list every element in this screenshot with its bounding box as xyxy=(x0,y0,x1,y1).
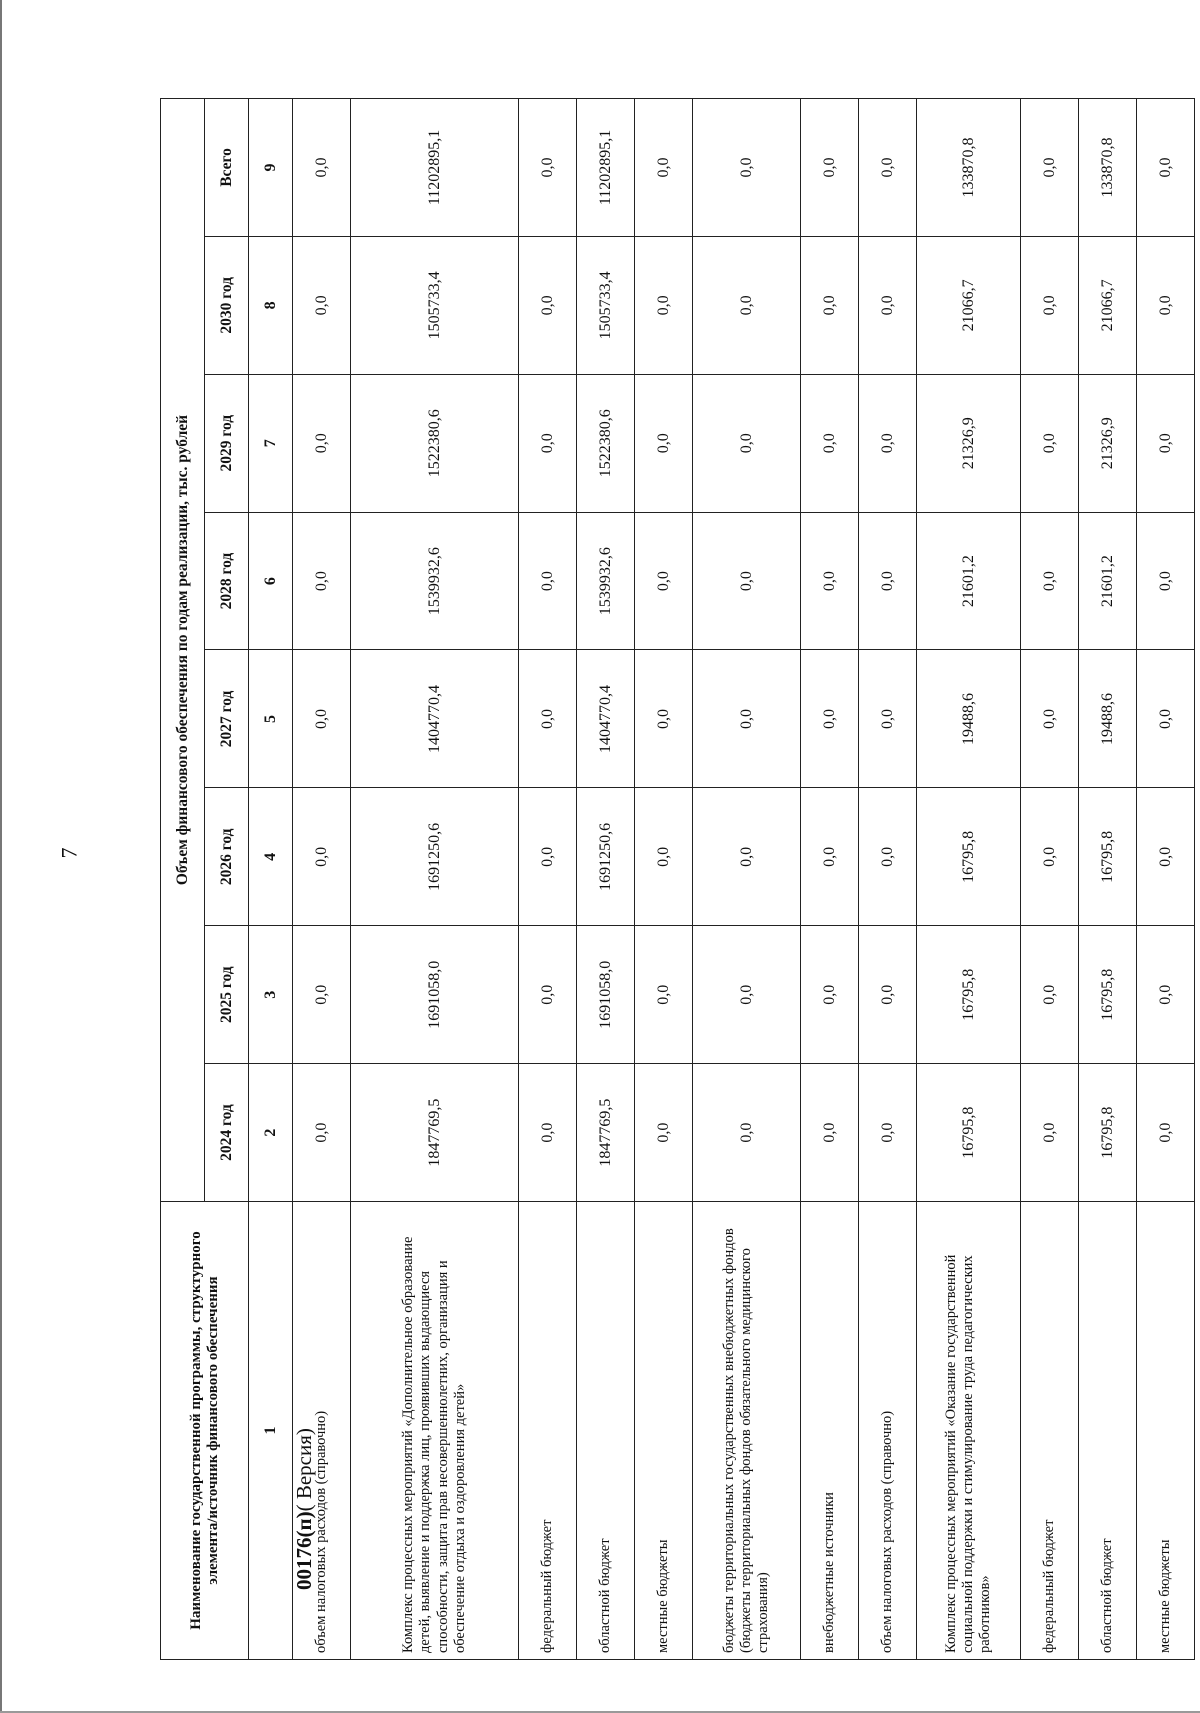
value-cell: 0,0 xyxy=(801,926,859,1064)
value-cell: 0,0 xyxy=(1137,650,1195,788)
column-number: 7 xyxy=(249,374,293,512)
value-cell: 0,0 xyxy=(693,99,801,237)
column-number: 6 xyxy=(249,512,293,650)
value-cell: 1404770,4 xyxy=(351,650,519,788)
table-row xyxy=(1021,99,1079,1660)
year-header: 2024 год xyxy=(205,1064,249,1202)
value-cell: 1404770,4 xyxy=(577,650,635,788)
value-cell: 0,0 xyxy=(1137,926,1195,1064)
value-cell: 1505733,4 xyxy=(351,236,519,374)
value-cell: 0,0 xyxy=(1021,788,1079,926)
value-cell: 0,0 xyxy=(293,99,351,237)
value-cell: 0,0 xyxy=(1021,99,1079,237)
table-row xyxy=(1079,99,1137,1660)
value-cell: 0,0 xyxy=(635,788,693,926)
value-cell: 0,0 xyxy=(519,926,577,1064)
value-cell: 0,0 xyxy=(519,1064,577,1202)
value-cell: 1539932,6 xyxy=(351,512,519,650)
document-version: ( Версия) xyxy=(292,1428,316,1512)
value-cell: 0,0 xyxy=(801,650,859,788)
value-cell: 0,0 xyxy=(801,374,859,512)
column-number: 9 xyxy=(249,99,293,237)
value-cell: 0,0 xyxy=(859,512,917,650)
value-cell: 0,0 xyxy=(693,650,801,788)
year-header: 2030 год xyxy=(205,236,249,374)
value-cell: 0,0 xyxy=(635,99,693,237)
column-number: 2 xyxy=(249,1064,293,1202)
row-name: федеральный бюджет xyxy=(1021,1202,1079,1660)
header-name: Наименование государственной программы, структурного элемента/источник финансового обеспечения xyxy=(161,1202,249,1660)
value-cell: 0,0 xyxy=(859,374,917,512)
row-name: внебюджетные источники xyxy=(801,1202,859,1660)
value-cell: 0,0 xyxy=(693,374,801,512)
value-cell: 1691058,0 xyxy=(577,926,635,1064)
value-cell: 1691058,0 xyxy=(351,926,519,1064)
value-cell: 1691250,6 xyxy=(577,788,635,926)
value-cell: 0,0 xyxy=(1021,650,1079,788)
row-name: областной бюджет xyxy=(577,1202,635,1660)
table-row xyxy=(917,99,1021,1660)
table-row xyxy=(859,99,917,1660)
value-cell: 0,0 xyxy=(519,650,577,788)
value-cell: 0,0 xyxy=(1137,1064,1195,1202)
value-cell: 0,0 xyxy=(635,374,693,512)
value-cell: 0,0 xyxy=(635,512,693,650)
value-cell: 0,0 xyxy=(859,99,917,237)
value-cell: 21066,7 xyxy=(1079,236,1137,374)
value-cell: 11202895,1 xyxy=(351,99,519,237)
table-row xyxy=(1137,99,1195,1660)
value-cell: 0,0 xyxy=(293,650,351,788)
value-cell: 0,0 xyxy=(801,236,859,374)
value-cell: 0,0 xyxy=(693,512,801,650)
value-cell: 21601,2 xyxy=(917,512,1021,650)
page-number: 7 xyxy=(56,847,82,859)
table-row xyxy=(693,99,801,1660)
value-cell: 16795,8 xyxy=(1079,1064,1137,1202)
value-cell: 0,0 xyxy=(693,1064,801,1202)
table-row xyxy=(801,99,859,1660)
value-cell: 0,0 xyxy=(1021,1064,1079,1202)
value-cell: 16795,8 xyxy=(917,926,1021,1064)
value-cell: 0,0 xyxy=(1021,374,1079,512)
document-code xyxy=(292,1428,317,1590)
table-row xyxy=(519,99,577,1660)
row-name: объем налоговых расходов (справочно) xyxy=(859,1202,917,1660)
value-cell: 0,0 xyxy=(293,374,351,512)
value-cell: 0,0 xyxy=(859,788,917,926)
value-cell: 0,0 xyxy=(635,926,693,1064)
value-cell: 1847769,5 xyxy=(351,1064,519,1202)
table-row xyxy=(635,99,693,1660)
value-cell: 0,0 xyxy=(519,99,577,237)
value-cell: 0,0 xyxy=(519,512,577,650)
document-code-number: 00176(п) xyxy=(292,1511,316,1590)
value-cell: 1522380,6 xyxy=(351,374,519,512)
year-header: 2026 год xyxy=(205,788,249,926)
value-cell: 21326,9 xyxy=(917,374,1021,512)
value-cell: 133870,8 xyxy=(1079,99,1137,237)
value-cell: 0,0 xyxy=(859,926,917,1064)
value-cell: 0,0 xyxy=(859,1064,917,1202)
row-name: местные бюджеты xyxy=(1137,1202,1195,1660)
value-cell: 16795,8 xyxy=(1079,788,1137,926)
table-row xyxy=(293,99,351,1660)
value-cell: 0,0 xyxy=(801,1064,859,1202)
column-number: 5 xyxy=(249,650,293,788)
value-cell: 1522380,6 xyxy=(577,374,635,512)
year-header: 2029 год xyxy=(205,374,249,512)
value-cell: 0,0 xyxy=(293,512,351,650)
value-cell: 0,0 xyxy=(1137,512,1195,650)
value-cell: 0,0 xyxy=(519,236,577,374)
value-cell: 0,0 xyxy=(293,788,351,926)
year-header: 2025 год xyxy=(205,926,249,1064)
value-cell: 19488,6 xyxy=(1079,650,1137,788)
value-cell: 1847769,5 xyxy=(577,1064,635,1202)
value-cell: 0,0 xyxy=(1021,512,1079,650)
value-cell: 0,0 xyxy=(1137,374,1195,512)
value-cell: 0,0 xyxy=(1021,926,1079,1064)
value-cell: 0,0 xyxy=(801,512,859,650)
value-cell: 0,0 xyxy=(801,99,859,237)
value-cell: 11202895,1 xyxy=(577,99,635,237)
year-header: Всего xyxy=(205,99,249,237)
value-cell: 0,0 xyxy=(635,236,693,374)
table-row xyxy=(577,99,635,1660)
row-name: местные бюджеты xyxy=(635,1202,693,1660)
value-cell: 0,0 xyxy=(635,650,693,788)
value-cell: 19488,6 xyxy=(917,650,1021,788)
value-cell: 21601,2 xyxy=(1079,512,1137,650)
value-cell: 16795,8 xyxy=(917,1064,1021,1202)
column-number: 8 xyxy=(249,236,293,374)
value-cell: 0,0 xyxy=(635,1064,693,1202)
table-row xyxy=(351,99,519,1660)
value-cell: 16795,8 xyxy=(917,788,1021,926)
value-cell: 0,0 xyxy=(693,788,801,926)
financing-table xyxy=(160,98,1195,1660)
header-group: Объем финансового обеспечения по годам реализации, тыс. рублей xyxy=(161,99,205,1202)
row-name: Комплекс процессных мероприятий «Оказание государственной социальной поддержки и стимулирование труда педагогических работников» xyxy=(917,1202,1021,1660)
row-name: областной бюджет xyxy=(1079,1202,1137,1660)
row-name: бюджеты территориальных государственных внебюджетных фондов (бюджеты территориальных фондов обязательного медицинского страхования) xyxy=(693,1202,801,1660)
value-cell: 0,0 xyxy=(293,236,351,374)
value-cell: 0,0 xyxy=(293,926,351,1064)
row-name: объем налоговых расходов (справочно) xyxy=(293,1202,351,1660)
row-name: Комплекс процессных мероприятий «Дополнительное образование детей, выявление и поддержка лиц, проявивших выдающиеся способности, защита прав несовершеннолетних, организация и обеспечение отдыха и оздоровления детей» xyxy=(351,1202,519,1660)
value-cell: 0,0 xyxy=(693,236,801,374)
value-cell: 1539932,6 xyxy=(577,512,635,650)
value-cell: 0,0 xyxy=(801,788,859,926)
value-cell: 0,0 xyxy=(1137,99,1195,237)
year-header: 2027 год xyxy=(205,650,249,788)
value-cell: 0,0 xyxy=(519,374,577,512)
value-cell: 21066,7 xyxy=(917,236,1021,374)
value-cell: 16795,8 xyxy=(1079,926,1137,1064)
value-cell: 0,0 xyxy=(859,650,917,788)
value-cell: 0,0 xyxy=(1137,788,1195,926)
value-cell: 0,0 xyxy=(1021,236,1079,374)
value-cell: 0,0 xyxy=(293,1064,351,1202)
value-cell: 0,0 xyxy=(859,236,917,374)
value-cell: 0,0 xyxy=(693,926,801,1064)
value-cell: 0,0 xyxy=(519,788,577,926)
value-cell: 1691250,6 xyxy=(351,788,519,926)
column-number: 1 xyxy=(249,1202,293,1660)
row-name: федеральный бюджет xyxy=(519,1202,577,1660)
value-cell: 133870,8 xyxy=(917,99,1021,237)
column-number: 4 xyxy=(249,788,293,926)
column-number: 3 xyxy=(249,926,293,1064)
value-cell: 21326,9 xyxy=(1079,374,1137,512)
value-cell: 0,0 xyxy=(1137,236,1195,374)
value-cell: 1505733,4 xyxy=(577,236,635,374)
year-header: 2028 год xyxy=(205,512,249,650)
rotated-table-wrapper xyxy=(160,98,1174,1660)
